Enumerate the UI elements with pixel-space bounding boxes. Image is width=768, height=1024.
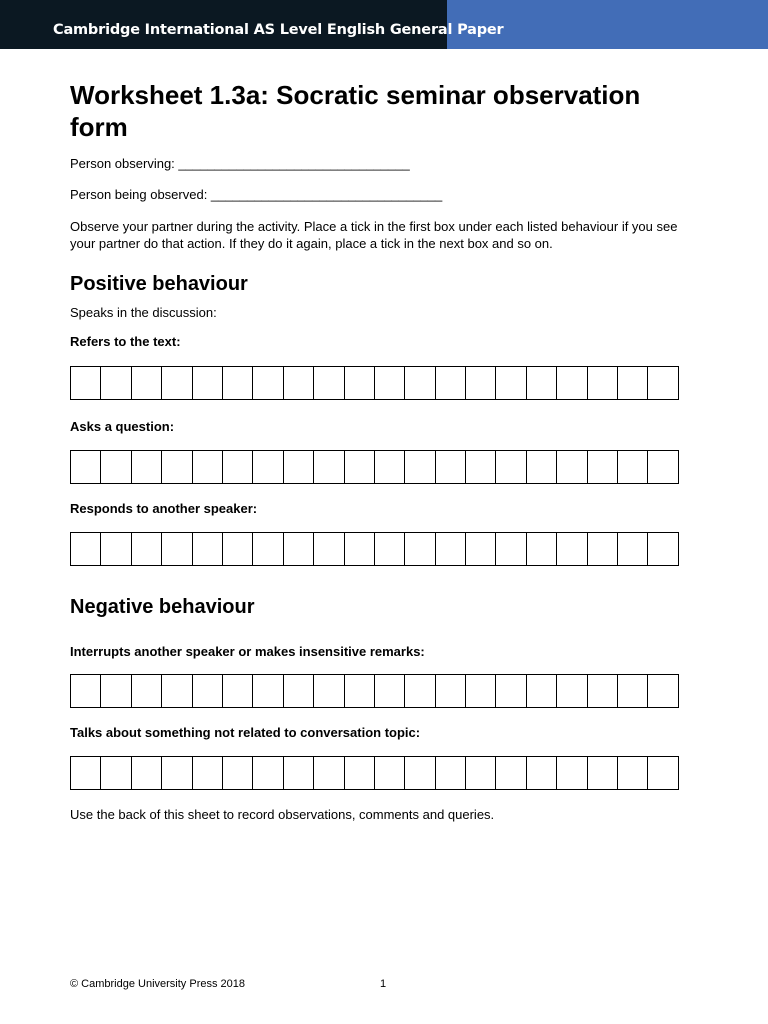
tick-box[interactable] — [466, 532, 496, 566]
tick-box[interactable] — [284, 756, 314, 790]
tick-box[interactable] — [466, 756, 496, 790]
tick-box[interactable] — [436, 366, 466, 400]
tick-box[interactable] — [284, 674, 314, 708]
tick-box[interactable] — [101, 366, 131, 400]
tick-box[interactable] — [618, 532, 648, 566]
tick-box[interactable] — [588, 450, 618, 484]
tick-row-interrupts — [70, 674, 679, 708]
tick-box[interactable] — [223, 450, 253, 484]
tick-box[interactable] — [345, 366, 375, 400]
tick-box[interactable] — [375, 674, 405, 708]
header-title: Cambridge International AS Level English General Paper — [53, 22, 504, 38]
tick-box[interactable] — [132, 366, 162, 400]
tick-box[interactable] — [557, 450, 587, 484]
tick-row-asks-question — [70, 450, 679, 484]
tick-row-off-topic — [70, 756, 679, 790]
positive-heading: Positive behaviour — [70, 273, 248, 295]
negative-heading: Negative behaviour — [70, 596, 255, 618]
tick-box[interactable] — [588, 366, 618, 400]
tick-box[interactable] — [375, 450, 405, 484]
tick-box[interactable] — [496, 674, 526, 708]
tick-box[interactable] — [345, 756, 375, 790]
tick-box[interactable] — [101, 532, 131, 566]
tick-box[interactable] — [132, 674, 162, 708]
behaviour-label: Asks a question: — [70, 419, 175, 434]
behaviour-label: Interrupts another speaker or makes insensitive remarks: — [70, 644, 425, 659]
tick-box[interactable] — [314, 366, 344, 400]
behaviour-label: Talks about something not related to conversation topic: — [70, 725, 421, 740]
tick-box[interactable] — [71, 756, 101, 790]
footer-copyright: © Cambridge University Press 2018 — [70, 978, 246, 990]
tick-row-responds — [70, 532, 679, 566]
person-observed-field: Person being observed: ________________________________ — [70, 187, 443, 202]
tick-box[interactable] — [557, 674, 587, 708]
tick-box[interactable] — [466, 366, 496, 400]
tick-box[interactable] — [405, 674, 435, 708]
tick-box[interactable] — [162, 756, 192, 790]
tick-box[interactable] — [253, 674, 283, 708]
tick-box[interactable] — [253, 366, 283, 400]
tick-box[interactable] — [648, 366, 678, 400]
tick-box[interactable] — [132, 756, 162, 790]
tick-box[interactable] — [314, 450, 344, 484]
speaks-label: Speaks in the discussion: — [70, 305, 217, 320]
tick-box[interactable] — [618, 756, 648, 790]
tick-box[interactable] — [345, 674, 375, 708]
tick-box[interactable] — [557, 532, 587, 566]
tick-box[interactable] — [436, 450, 466, 484]
tick-box[interactable] — [405, 756, 435, 790]
tick-box[interactable] — [193, 450, 223, 484]
tick-box[interactable] — [132, 450, 162, 484]
tick-box[interactable] — [101, 756, 131, 790]
tick-box[interactable] — [496, 366, 526, 400]
tick-box[interactable] — [648, 756, 678, 790]
closing-note: Use the back of this sheet to record observations, comments and queries. — [70, 807, 495, 822]
tick-box[interactable] — [405, 366, 435, 400]
tick-box[interactable] — [648, 450, 678, 484]
tick-box[interactable] — [436, 532, 466, 566]
behaviour-label: Refers to the text: — [70, 334, 181, 349]
tick-box[interactable] — [496, 756, 526, 790]
tick-box[interactable] — [223, 532, 253, 566]
tick-box[interactable] — [132, 532, 162, 566]
tick-box[interactable] — [345, 532, 375, 566]
tick-box[interactable] — [405, 532, 435, 566]
tick-box[interactable] — [253, 450, 283, 484]
tick-box[interactable] — [436, 674, 466, 708]
tick-box[interactable] — [405, 450, 435, 484]
tick-box[interactable] — [193, 366, 223, 400]
tick-box[interactable] — [101, 674, 131, 708]
tick-box[interactable] — [436, 756, 466, 790]
tick-box[interactable] — [193, 756, 223, 790]
tick-box[interactable] — [588, 756, 618, 790]
tick-box[interactable] — [162, 674, 192, 708]
tick-box[interactable] — [223, 674, 253, 708]
tick-box[interactable] — [527, 756, 557, 790]
tick-box[interactable] — [618, 366, 648, 400]
tick-box[interactable] — [71, 532, 101, 566]
tick-box[interactable] — [193, 532, 223, 566]
tick-box[interactable] — [345, 450, 375, 484]
tick-box[interactable] — [314, 532, 344, 566]
tick-box[interactable] — [71, 366, 101, 400]
tick-box[interactable] — [162, 450, 192, 484]
instructions: Observe your partner during the activity. Place a tick in the first box under each listed behaviour if you see your partner do that action. If they do it again, place a tick in the next box and so on. — [70, 219, 678, 251]
tick-box[interactable] — [618, 450, 648, 484]
tick-box[interactable] — [314, 674, 344, 708]
tick-box[interactable] — [557, 366, 587, 400]
tick-box[interactable] — [253, 532, 283, 566]
tick-box[interactable] — [193, 674, 223, 708]
person-observing-field: Person observing: ________________________________ — [70, 156, 410, 171]
tick-box[interactable] — [527, 366, 557, 400]
footer-page-number: 1 — [380, 978, 387, 990]
tick-box[interactable] — [557, 756, 587, 790]
tick-box[interactable] — [284, 532, 314, 566]
tick-box[interactable] — [71, 674, 101, 708]
tick-box[interactable] — [527, 450, 557, 484]
tick-box[interactable] — [162, 532, 192, 566]
tick-box[interactable] — [314, 756, 344, 790]
tick-box[interactable] — [588, 532, 618, 566]
tick-box[interactable] — [284, 450, 314, 484]
tick-box[interactable] — [618, 674, 648, 708]
tick-box[interactable] — [223, 756, 253, 790]
tick-box[interactable] — [71, 450, 101, 484]
tick-box[interactable] — [588, 674, 618, 708]
tick-box[interactable] — [466, 674, 496, 708]
tick-box[interactable] — [466, 450, 496, 484]
tick-box[interactable] — [648, 532, 678, 566]
tick-box[interactable] — [223, 366, 253, 400]
worksheet-title: Worksheet 1.3a: Socratic seminar observation form — [70, 80, 641, 142]
tick-box[interactable] — [284, 366, 314, 400]
tick-box[interactable] — [375, 532, 405, 566]
tick-box[interactable] — [496, 450, 526, 484]
tick-box[interactable] — [101, 450, 131, 484]
tick-box[interactable] — [648, 674, 678, 708]
behaviour-label: Responds to another speaker: — [70, 501, 258, 516]
tick-box[interactable] — [375, 756, 405, 790]
tick-box[interactable] — [253, 756, 283, 790]
tick-box[interactable] — [162, 366, 192, 400]
tick-box[interactable] — [527, 532, 557, 566]
tick-row-refers-to-text — [70, 366, 679, 400]
tick-box[interactable] — [496, 532, 526, 566]
tick-box[interactable] — [527, 674, 557, 708]
tick-box[interactable] — [375, 366, 405, 400]
